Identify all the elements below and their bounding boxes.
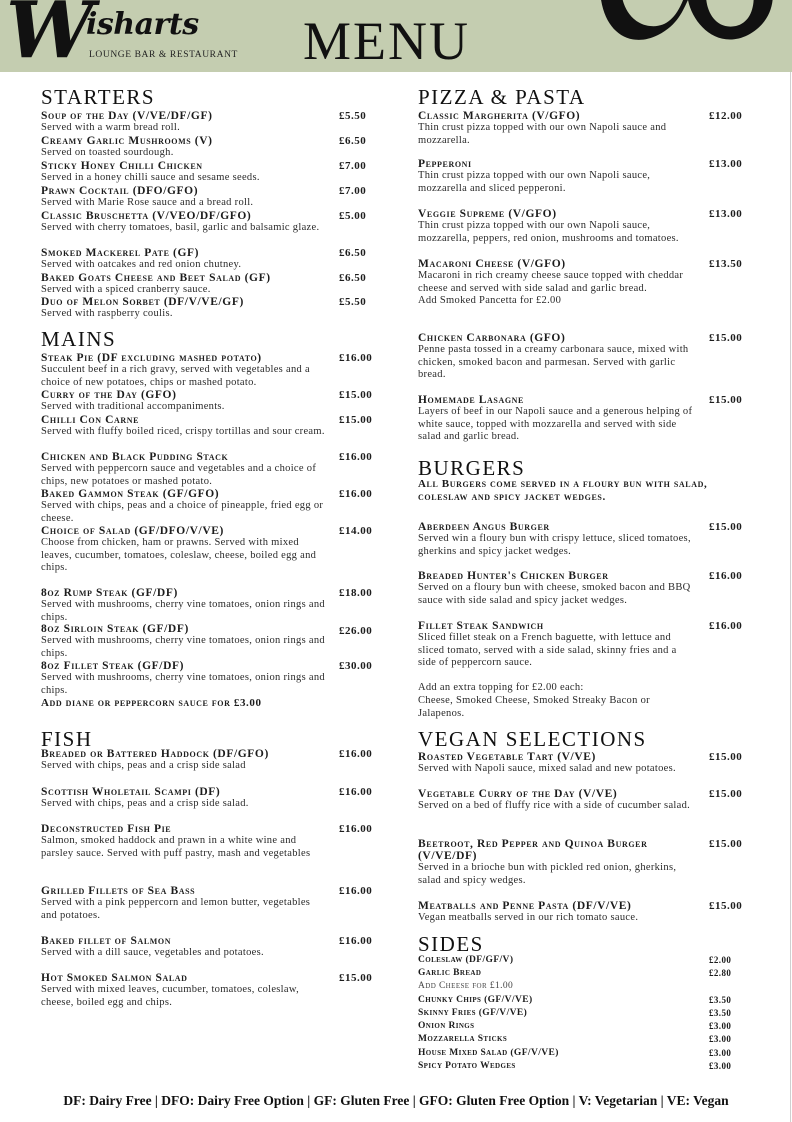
item-description: Served with a warm bread roll. [41, 122, 181, 133]
item-extra: Add Smoked Pancetta for £2.00 [418, 295, 562, 306]
menu-item [41, 823, 381, 860]
item-name: Sticky Honey Chilli Chicken [41, 160, 203, 172]
vegan-section [418, 727, 748, 923]
section-title-starters: STARTERS [41, 85, 156, 109]
item-description: Served with Marie Rose sauce and a bread roll. [41, 197, 254, 208]
item-description: Served with a dill sauce, vegetables and potatoes. [41, 947, 264, 958]
item-price: £6.50 [339, 247, 367, 259]
item-name-suffix: (V/VE/DF) [418, 850, 478, 862]
menu-item [41, 587, 381, 624]
item-price: £16.00 [709, 620, 743, 632]
section-title-sides: SIDES [418, 932, 484, 956]
item-price: £13.00 [709, 158, 743, 170]
item-description: Served with mixed leaves, cucumber, tomatoes, coleslaw, cheese, boiled egg and chips. [41, 984, 299, 1008]
burgers-section [418, 456, 748, 719]
side-item [418, 995, 738, 1006]
item-description: Thin crust pizza topped with our own Napoli sauce, mozzarella and sliced pepperoni. [418, 170, 651, 194]
side-name: House Mixed Salad (GF/V/VE) [418, 1048, 559, 1058]
item-description: Penne pasta tossed in a creamy carbonara sauce, mixed with chicken, smoked bacon and parmesan. Served with garlic bread. [418, 344, 689, 380]
section-title-burgers: BURGERS [418, 456, 526, 480]
menu-item [41, 296, 381, 321]
item-name: Smoked Mackerel Pate (GF) [41, 247, 200, 259]
side-item [418, 1061, 738, 1072]
item-name: Macaroni Cheese (V/GFO) [418, 258, 566, 270]
side-price: £3.00 [709, 1021, 732, 1031]
side-price: £3.00 [709, 1048, 732, 1058]
header-banner [0, 0, 792, 72]
item-description: Served with a pink peppercorn and lemon butter, vegetables and potatoes. [41, 897, 311, 921]
menu-item [41, 110, 381, 135]
item-price: £15.00 [339, 414, 373, 426]
item-price: £16.00 [339, 935, 373, 947]
menu-item [41, 160, 381, 185]
side-name: Chunky Chips (GF/V/VE) [418, 995, 533, 1005]
item-price: £16.00 [709, 570, 743, 582]
item-price: £15.00 [709, 332, 743, 344]
burgers-intro: All Burgers come served in a floury bun with salad, coleslaw and spicy jacket wedges. [418, 478, 708, 503]
item-name: Pepperoni [418, 158, 472, 170]
item-description: Served with fluffy boiled riced, crispy tortillas and sour cream. [41, 426, 325, 437]
item-name: Breaded Hunter's Chicken Burger [418, 570, 609, 582]
menu-item [41, 247, 381, 272]
side-price: £3.50 [709, 995, 732, 1005]
item-description: Served win a floury bun with crispy lettuce, sliced tomatoes, gherkins and spicy jacket wedges. [418, 533, 691, 557]
item-description: Served on a floury bun with cheese, smoked bacon and BBQ sauce with side salad and spicy jacket wedges. [418, 582, 691, 606]
item-name: Chicken and Black Pudding Stack [41, 451, 229, 463]
item-name: Homemade Lasagne [418, 394, 524, 406]
menu-item [41, 786, 381, 811]
item-description: Served with oatcakes and red onion chutney. [41, 259, 242, 270]
side-name: Garlic Bread [418, 968, 482, 978]
topping-note: Add an extra topping for £2.00 each: [418, 682, 584, 693]
menu-item [418, 521, 748, 558]
menu-item [418, 570, 748, 607]
item-description: Vegan meatballs served in our rich tomato sauce. [418, 912, 639, 923]
item-description: Sliced fillet steak on a French baguette, with lettuce and sliced tomato, served with a side salad, skinny fries and a side of peppercorn sauce. [418, 632, 677, 668]
item-description: Salmon, smoked haddock and prawn in a white wine and parsley sauce. Served with puff pastry, mash and vegetables [41, 835, 311, 859]
item-price: £13.00 [709, 208, 743, 220]
item-description: Served with traditional accompaniments. [41, 401, 225, 412]
item-name: Breaded or Battered Haddock (DF/GFO) [41, 748, 269, 760]
menu-item [418, 258, 748, 308]
section-title-pizza-pasta: PIZZA & PASTA [418, 85, 586, 109]
item-price: £16.00 [339, 352, 373, 364]
item-name: Grilled Fillets of Sea Bass [41, 885, 196, 897]
mains-section [41, 327, 381, 709]
item-description: Served in a brioche bun with pickled red onion, gherkins, salad and spicy wedges. [418, 862, 677, 886]
item-name: Chilli Con Carne [41, 414, 140, 426]
logo-name: isharts [86, 7, 199, 42]
item-description: Served with mushrooms, cherry vine tomatoes, onion rings and chips. [41, 599, 325, 623]
menu-item [41, 185, 381, 210]
item-price: £16.00 [339, 488, 373, 500]
item-name: Steak Pie (DF excluding mashed potato) [41, 352, 262, 364]
item-description: Served with chips, peas and a crisp side salad. [41, 798, 249, 809]
item-price: £15.00 [339, 972, 373, 984]
item-name: Classic Margherita (V/GFO) [418, 110, 581, 122]
side-cheese-note: Add Cheese for £1.00 [418, 981, 514, 991]
item-price: £13.50 [709, 258, 743, 270]
side-item [418, 1034, 738, 1045]
side-price: £2.00 [709, 955, 732, 965]
menu-item [41, 414, 381, 439]
topping-options: Cheese, Smoked Cheese, Smoked Streaky Bacon or Jalapenos. [418, 695, 650, 719]
item-price: £6.50 [339, 272, 367, 284]
item-price: £6.50 [339, 135, 367, 147]
side-item [418, 1048, 738, 1059]
menu-item [418, 394, 748, 444]
item-description: Macaroni in rich creamy cheese sauce topped with cheddar cheese and served with side salad and garlic bread. [418, 270, 684, 294]
menu-item [41, 451, 381, 488]
item-price: £15.00 [709, 394, 743, 406]
item-name: Soup of the Day (V/VE/DF/GF) [41, 110, 213, 122]
section-title-vegan: VEGAN SELECTIONS [418, 727, 647, 751]
item-name: Baked fillet of Salmon [41, 935, 172, 947]
item-price: £16.00 [339, 786, 373, 798]
item-description: Served with cherry tomatoes, basil, garlic and balsamic glaze. [41, 222, 320, 233]
menu-item [41, 272, 381, 297]
item-description: Choose from chicken, ham or prawns. Served with mixed leaves, cucumber, tomatoes, coleslaw, cheese, boiled egg and chips. [41, 537, 317, 573]
menu-item [418, 838, 748, 887]
section-title-mains: MAINS [41, 327, 117, 351]
item-description: Served with mushrooms, cherry vine tomatoes, onion rings and chips. [41, 635, 325, 659]
item-name: Baked Gammon Steak (GF/GFO) [41, 488, 220, 500]
dietary-legend: DF: Dairy Free | DFO: Dairy Free Option | GF: Gluten Free | GFO: Gluten Free Option | V: Vegetarian | VE: Vegan [63, 1093, 729, 1108]
section-title-fish: FISH [41, 727, 93, 751]
item-name: Meatballs and Penne Pasta (DF/V/VE) [418, 900, 632, 912]
logo-initial: W [6, 0, 94, 72]
item-name: 8oz Rump Steak (GF/DF) [41, 587, 178, 599]
page-title: MENU [303, 11, 470, 71]
item-price: £5.00 [339, 210, 367, 222]
item-name: Prawn Cocktail (DFO/GFO) [41, 185, 199, 197]
item-description: Served with chips, peas and a choice of pineapple, fried egg or cheese. [41, 500, 324, 524]
item-description: Served on toasted sourdough. [41, 147, 174, 158]
side-name: Mozzarella Sticks [418, 1034, 508, 1044]
item-description: Served with chips, peas and a crisp side salad [41, 760, 246, 771]
item-name: Vegetable Curry of the Day (V/VE) [418, 788, 618, 800]
menu-item [418, 620, 748, 670]
item-name: Creamy Garlic Mushrooms (V) [41, 135, 213, 147]
menu-item [418, 788, 748, 813]
item-description: Served with mushrooms, cherry vine tomatoes, onion rings and chips. [41, 672, 325, 696]
menu-item [41, 525, 381, 575]
side-price: £3.00 [709, 1034, 732, 1044]
pizza-pasta-section [418, 85, 748, 442]
item-name: Deconstructed Fish Pie [41, 823, 172, 835]
item-price: £7.00 [339, 160, 367, 172]
menu-item [41, 935, 381, 960]
item-description: Served with Napoli sauce, mixed salad and new potatoes. [418, 763, 676, 774]
item-price: £15.00 [709, 788, 743, 800]
side-name: Skinny Fries (GF/V/VE) [418, 1008, 528, 1018]
logo-subtitle: LOUNGE BAR & RESTAURANT [89, 50, 238, 60]
item-price: £30.00 [339, 660, 373, 672]
side-item [418, 1021, 738, 1032]
item-description: Succulent beef in a rich gravy, served with vegetables and a choice of new potatoes, chips or mashed potato. [41, 364, 310, 388]
item-name: Veggie Supreme (V/GFO) [418, 208, 557, 220]
item-name: Hot Smoked Salmon Salad [41, 972, 188, 984]
item-name: 8oz Sirloin Steak (GF/DF) [41, 623, 189, 635]
item-description: Served with a spiced cranberry sauce. [41, 284, 211, 295]
menu-item [418, 158, 748, 195]
fish-section [41, 727, 381, 1008]
item-description: Layers of beef in our Napoli sauce and a generous helping of white sauce, topped with mozzarella and served with side salad and garlic bread. [418, 406, 693, 442]
menu-item [41, 389, 381, 414]
item-description: Thin crust pizza topped with our own Napoli sauce, mozzarella, peppers, red onion, mushrooms and tomatoes. [418, 220, 679, 244]
item-name: Duo of Melon Sorbet (DF/V/VE/GF) [41, 296, 244, 308]
item-price: £16.00 [339, 885, 373, 897]
item-price: £16.00 [339, 823, 373, 835]
item-price: £26.00 [339, 625, 373, 637]
side-name: Spicy Potato Wedges [418, 1061, 516, 1071]
item-name: Curry of the Day (GFO) [41, 389, 177, 401]
item-price: £15.00 [709, 751, 743, 763]
item-name: Fillet Steak Sandwich [418, 620, 544, 632]
item-price: £12.00 [709, 110, 743, 122]
menu-item [41, 210, 381, 235]
item-price: £7.00 [339, 185, 367, 197]
side-item [418, 968, 738, 979]
item-price: £18.00 [339, 587, 373, 599]
item-description: Thin crust pizza topped with our own Napoli sauce and mozzarella. [418, 122, 667, 146]
starters-section [41, 85, 381, 319]
item-price: £5.50 [339, 110, 367, 122]
item-name: Choice of Salad (GF/DFO/V/VE) [41, 525, 224, 537]
menu-item [418, 751, 748, 776]
menu-item [41, 135, 381, 160]
item-price: £15.00 [709, 521, 743, 533]
item-name: Scottish Wholetail Scampi (DF) [41, 786, 221, 798]
page-edge-line [790, 72, 791, 1122]
side-name: Onion Rings [418, 1021, 475, 1031]
item-description: Served with peppercorn sauce and vegetables and a choice of chips, new potatoes or mashed potato. [41, 463, 317, 487]
menu-item [418, 208, 748, 245]
item-name: Classic Bruschetta (V/VEO/DF/GFO) [41, 210, 252, 222]
item-name: Beetroot, Red Pepper and Quinoa Burger [418, 838, 648, 850]
side-price: £2.80 [709, 968, 732, 978]
side-price: £3.50 [709, 1008, 732, 1018]
menu-item [41, 623, 381, 660]
side-item [418, 1008, 738, 1019]
sauce-note: Add diane or peppercorn sauce for £3.00 [41, 697, 262, 709]
item-price: £16.00 [339, 451, 373, 463]
item-description: Served on a bed of fluffy rice with a side of cucumber salad. [418, 800, 691, 811]
menu-item [418, 332, 748, 382]
item-name: Aberdeen Angus Burger [418, 521, 550, 533]
item-price: £15.00 [709, 838, 743, 850]
menu-item [418, 900, 748, 925]
side-name: Coleslaw (DF/GF/V) [418, 955, 514, 965]
item-name: Roasted Vegetable Tart (V/VE) [418, 751, 596, 763]
sides-section [418, 932, 748, 1071]
item-name: Baked Goats Cheese and Beet Salad (GF) [41, 272, 271, 284]
item-name: 8oz Fillet Steak (GF/DF) [41, 660, 185, 672]
item-price: £14.00 [339, 525, 373, 537]
menu-item [41, 660, 381, 697]
menu-item [41, 885, 381, 922]
side-item [418, 955, 738, 966]
item-description: Served with raspberry coulis. [41, 308, 173, 319]
item-description: Served in a honey chilli sauce and sesame seeds. [41, 172, 260, 183]
menu-item [41, 488, 381, 525]
item-price: £15.00 [339, 389, 373, 401]
menu-item [418, 110, 748, 147]
menu-item [41, 748, 381, 773]
item-price: £15.00 [709, 900, 743, 912]
menu-item [41, 972, 381, 1009]
menu-item [41, 352, 381, 389]
item-name: Chicken Carbonara (GFO) [418, 332, 566, 344]
item-price: £5.50 [339, 296, 367, 308]
side-price: £3.00 [709, 1061, 732, 1071]
item-price: £16.00 [339, 748, 373, 760]
